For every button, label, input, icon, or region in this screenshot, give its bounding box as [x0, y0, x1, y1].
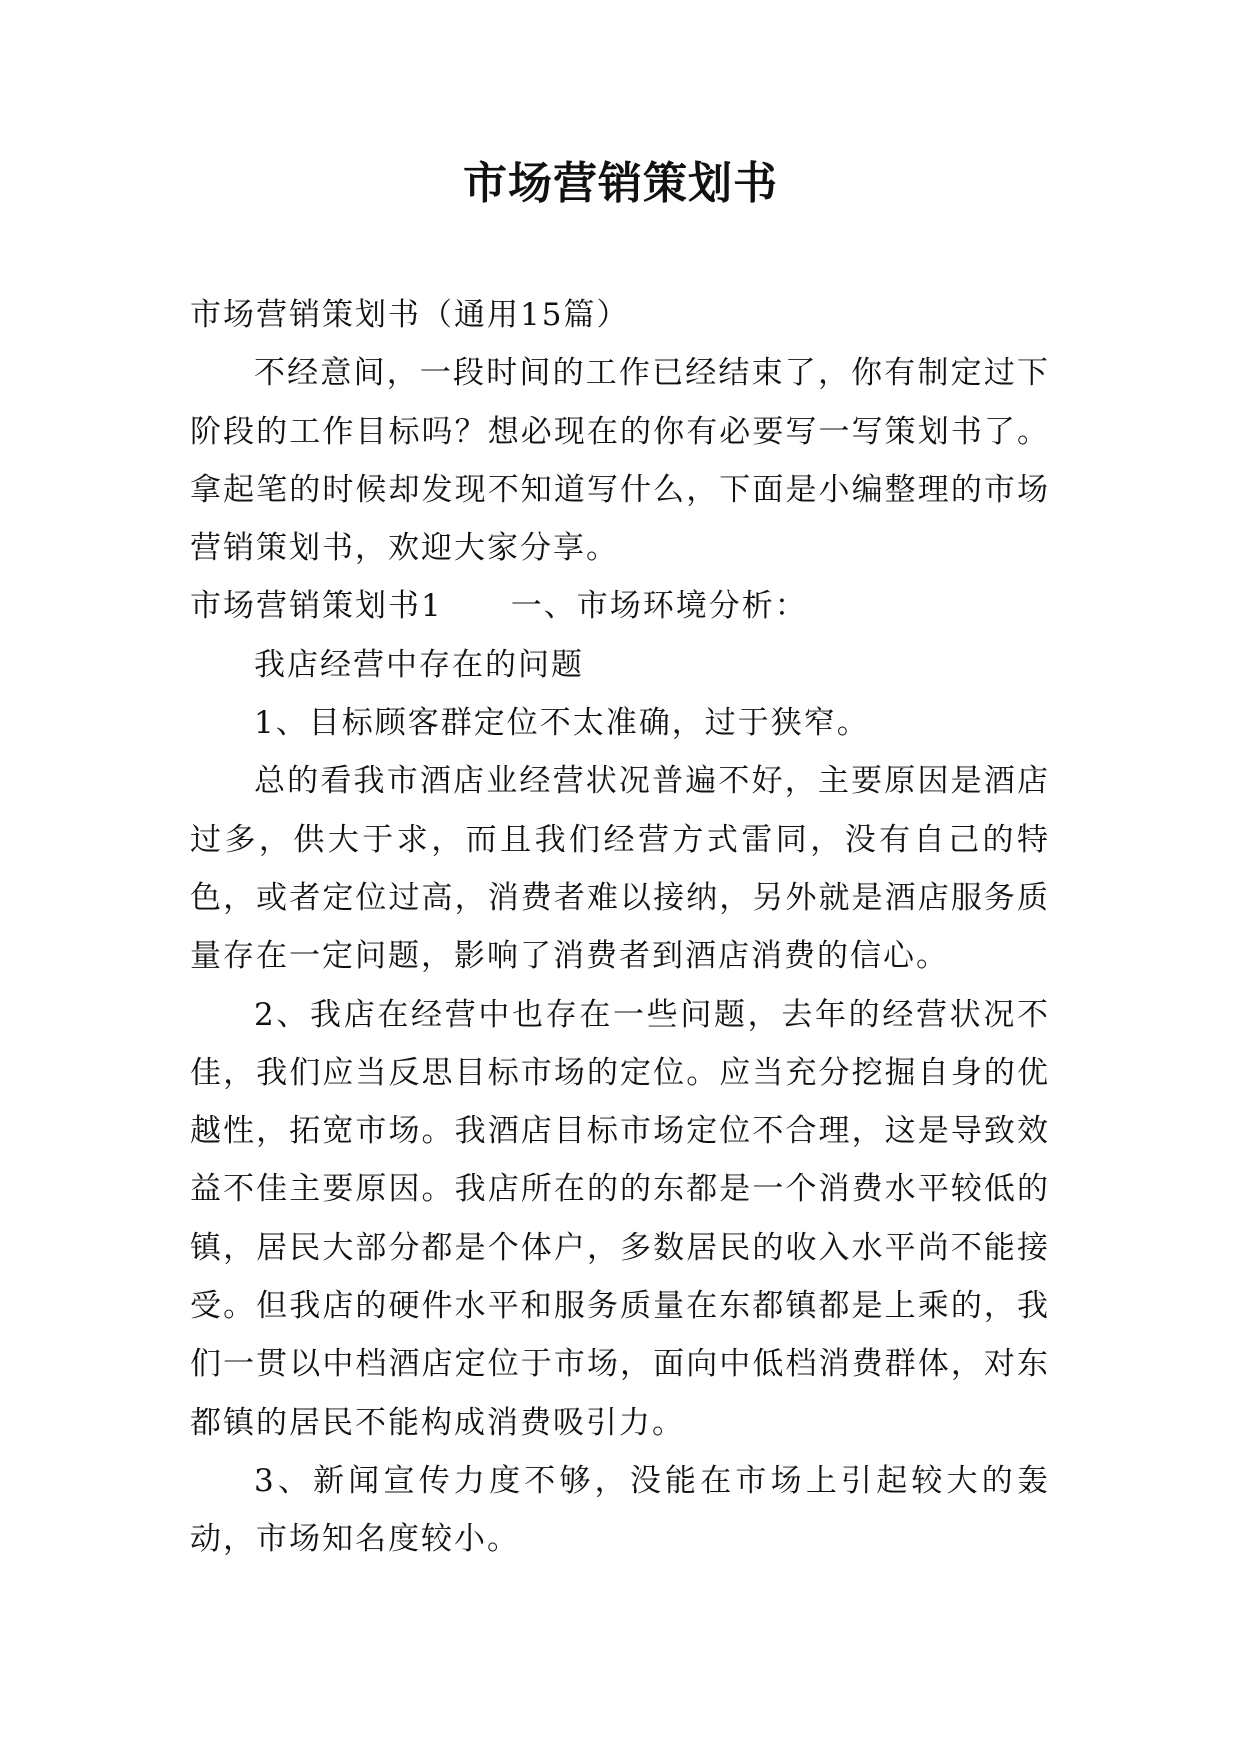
document-subtitle: 市场营销策划书（通用15篇）	[190, 297, 630, 333]
intro-paragraph: 不经意间，一段时间的工作已经结束了，你有制定过下阶段的工作目标吗？想必现在的你有必要写一写策划书了。拿起笔的时候却发现不知道写什么，下面是小编整理的市场营销策划书，欢迎大家分享。	[190, 355, 1050, 567]
point-3: 3、新闻宣传力度不够，没能在市场上引起较大的轰动，市场知名度较小。	[190, 1462, 1050, 1558]
section-line	[190, 577, 1050, 635]
sub-heading: 我店经营中存在的问题	[254, 646, 584, 683]
section-label: 市场营销策划书1	[190, 588, 443, 625]
section-heading: 一、市场环境分析：	[510, 588, 808, 625]
paragraph-1: 总的看我市酒店业经营状况普遍不好，主要原因是酒店过多，供大于求，而且我们经营方式雷同，没有自己的特色，或者定位过高，消费者难以接纳，另外就是酒店服务质量存在一定问题，影响了消费者到酒店消费的信心。	[190, 763, 1050, 975]
point-1: 1、目标顾客群定位不太准确，过于狭窄。	[254, 705, 870, 742]
document-body	[190, 286, 1050, 1569]
document-title: 市场营销策划书	[463, 158, 778, 209]
point-2: 2、我店在经营中也存在一些问题，去年的经营状况不佳，我们应当反思目标市场的定位。应当充分挖掘自身的优越性，拓宽市场。我酒店目标市场定位不合理，这是导致效益不佳主要原因。我店所在的的东都是一个消费水平较低的镇，居民大部分都是个体户，多数居民的收入水平尚不能接受。但我店的硬件水平和服务质量在东都镇都是上乘的，我们一贯以中档酒店定位于市场，面向中低档消费群体，对东都镇的居民不能构成消费吸引力。	[190, 996, 1050, 1441]
